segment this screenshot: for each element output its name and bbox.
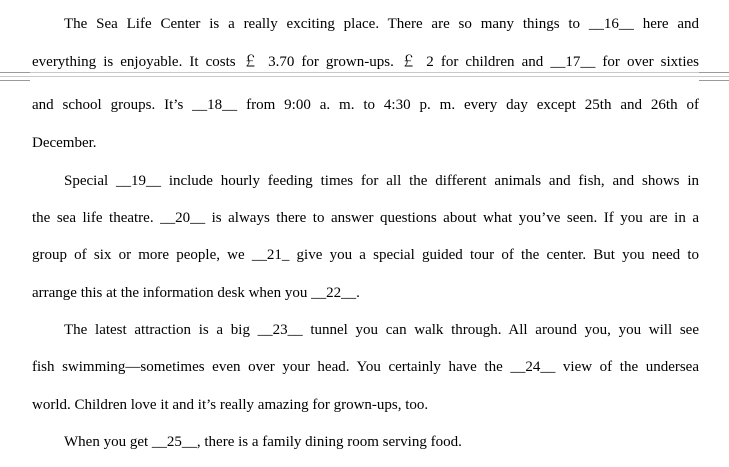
margin-corner-mark [699,72,729,73]
text-line: Special __19__ include hourly feeding times for all the different animals and fish, and shows in [64,173,699,189]
text-line: The Sea Life Center is a really exciting place. There are so many things to __16__ here and [64,16,699,32]
text-line: When you get __25__, there is a family dining room serving food. [64,434,462,450]
text-line: world. Children love it and it’s really amazing for grown-ups, too. [32,397,429,413]
page-break-line [0,76,729,77]
margin-corner-mark [0,72,30,73]
text-line: the sea life theatre. __20__ is always there to answer questions about what you’ve seen. If you are in a [32,210,699,226]
margin-corner-mark [0,80,30,81]
text-line: arrange this at the information desk when you __22__. [32,285,360,301]
page-break-line [0,72,729,73]
text-line: and school groups. It’s __18__ from 9:00 a. m. to 4:30 p. m. every day except 25th and 26th of [32,97,699,113]
text-line: group of six or more people, we __21_ give you a special guided tour of the center. But you need to [32,247,699,263]
margin-corner-mark [699,80,729,81]
text-line: The latest attraction is a big __23__ tunnel you can walk through. All around you, you will see [64,322,699,338]
text-line: fish swimming—sometimes even over your head. You certainly have the __24__ view of the undersea [32,359,699,375]
text-line: December. [32,135,97,151]
text-line: everything is enjoyable. It costs ￡ 3.70 for grown-ups. ￡ 2 for children and __17__ for over sixties [32,54,699,70]
page-break-marker [0,70,729,88]
